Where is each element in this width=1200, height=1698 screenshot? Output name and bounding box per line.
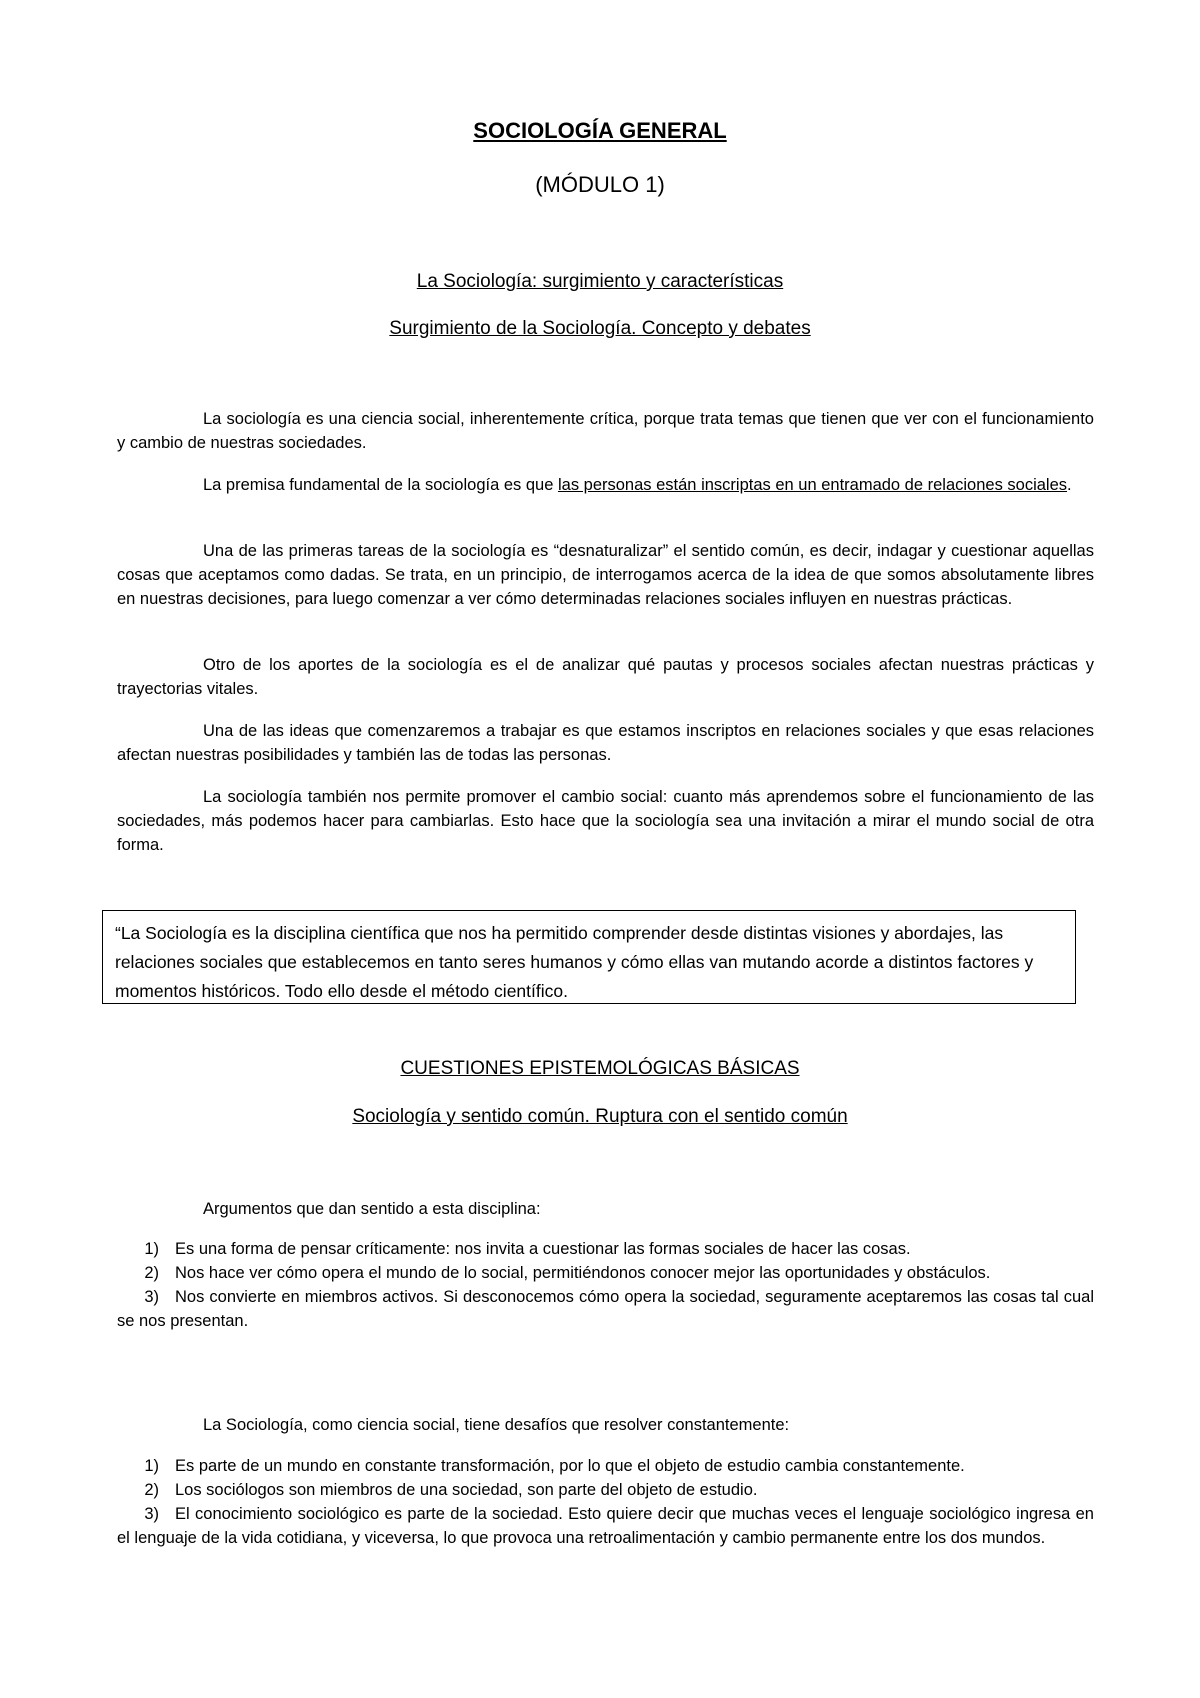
section1-heading: La Sociología: surgimiento y características xyxy=(416,271,784,292)
list-number: 3) xyxy=(144,1505,159,1523)
list-number: 2) xyxy=(144,1264,159,1282)
module-label: (MÓDULO 1) xyxy=(535,172,665,197)
section2-heading: CUESTIONES EPISTEMOLÓGICAS BÁSICAS xyxy=(400,1058,800,1079)
list-number: 1) xyxy=(144,1457,159,1475)
list-item xyxy=(117,1478,1094,1502)
paragraph-2 xyxy=(117,473,1094,497)
list-number: 1) xyxy=(144,1240,159,1258)
list-item xyxy=(117,1454,1094,1478)
list-number: 2) xyxy=(144,1481,159,1499)
section1-subheading: Surgimiento de la Sociología. Concepto y debates xyxy=(389,318,811,339)
list-item-text: Es parte de un mundo en constante transformación, por lo que el objeto de estudio cambia constantemente. xyxy=(175,1457,965,1475)
list-item xyxy=(117,1285,1094,1333)
paragraph-3: Una de las primeras tareas de la sociología es “desnaturalizar” el sentido común, es decir, indagar y cuestionar aquellas cosas que aceptamos como dadas. Se trata, en un principio, de interrogamos acerca de la idea de que somos absolutamente libres en nuestras decisiones, para luego comenzar a ver cómo determinadas relaciones sociales influyen en nuestras prácticas. xyxy=(117,542,1094,608)
paragraph-1: La sociología es una ciencia social, inherentemente crítica, porque trata temas que tienen que ver con el funcionamiento y cambio de nuestras sociedades. xyxy=(117,410,1094,452)
list-item-text: Nos hace ver cómo opera el mundo de lo social, permitiéndonos conocer mejor las oportunidades y obstáculos. xyxy=(175,1264,991,1282)
quote-box: “La Sociología es la disciplina científica que nos ha permitido comprender desde distintas visiones y abordajes, las relaciones sociales que establecemos en tanto seres humanos y cómo ellas van mutando acorde a distintos factores y momentos históricos. Todo ello desde el método científico. xyxy=(102,910,1076,1004)
list-number: 3) xyxy=(144,1288,159,1306)
list-item-text: Nos convierte en miembros activos. Si desconocemos cómo opera la sociedad, seguramente aceptaremos las cosas tal cual se nos presentan. xyxy=(117,1288,1094,1330)
list-item xyxy=(117,1261,1094,1285)
paragraph-6: La sociología también nos permite promover el cambio social: cuanto más aprendemos sobre el funcionamiento de las sociedades, más podemos hacer para cambiarlas. Esto hace que la sociología sea una invitación a mirar el mundo social de otra forma. xyxy=(117,788,1094,854)
list-item-text: El conocimiento sociológico es parte de la sociedad. Esto quiere decir que muchas veces el lenguaje sociológico ingresa en el lenguaje de la vida cotidiana, y viceversa, lo que provoca una retroalimentación y cambio permanente entre los dos mundos. xyxy=(117,1505,1094,1547)
paragraph-2-start: La premisa fundamental de la sociología es que xyxy=(203,476,558,494)
list-item xyxy=(117,1237,1094,1261)
list1-intro: Argumentos que dan sentido a esta disciplina: xyxy=(203,1200,541,1218)
list2-intro: La Sociología, como ciencia social, tiene desafíos que resolver constantemente: xyxy=(203,1416,790,1434)
paragraph-2-underlined: las personas están inscriptas en un entramado de relaciones sociales xyxy=(557,476,1068,494)
list-item-text: Los sociólogos son miembros de una sociedad, son parte del objeto de estudio. xyxy=(175,1481,758,1499)
list-item xyxy=(117,1502,1094,1550)
paragraph-2-end: . xyxy=(1067,476,1072,494)
paragraph-5: Una de las ideas que comenzaremos a trabajar es que estamos inscriptos en relaciones sociales y que esas relaciones afectan nuestras posibilidades y también las de todas las personas. xyxy=(117,722,1094,764)
document-title: SOCIOLOGÍA GENERAL xyxy=(473,118,727,143)
list-item-text: Es una forma de pensar críticamente: nos invita a cuestionar las formas sociales de hacer las cosas. xyxy=(175,1240,911,1258)
list-arguments xyxy=(117,1237,1094,1333)
list-challenges xyxy=(117,1454,1094,1550)
section2-subheading: Sociología y sentido común. Ruptura con el sentido común xyxy=(352,1106,848,1127)
paragraph-4: Otro de los aportes de la sociología es el de analizar qué pautas y procesos sociales afectan nuestras prácticas y trayectorias vitales. xyxy=(117,656,1094,698)
